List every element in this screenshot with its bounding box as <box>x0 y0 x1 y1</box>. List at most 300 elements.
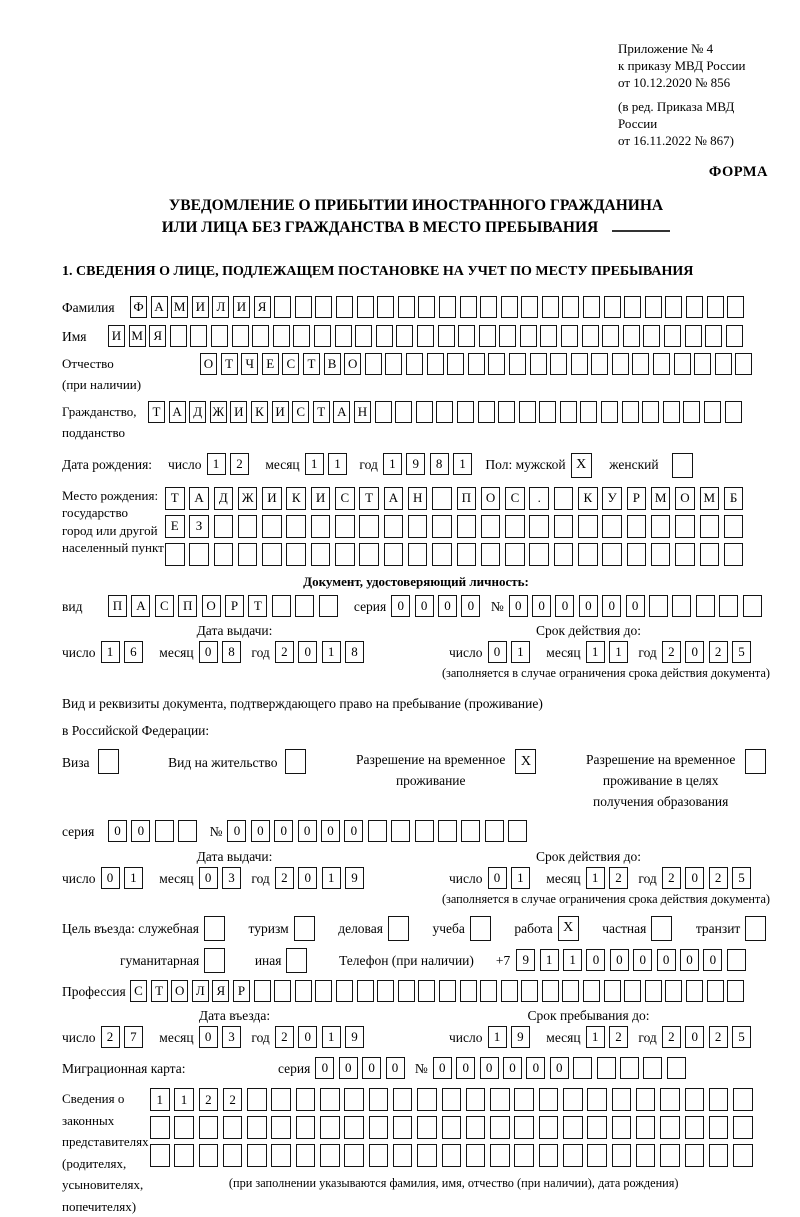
form-cell[interactable]: 1 <box>322 1026 341 1048</box>
form-cell[interactable]: 0 <box>503 1057 522 1079</box>
form-cell[interactable] <box>285 749 306 774</box>
form-cell[interactable] <box>530 353 547 375</box>
form-cell[interactable] <box>439 296 456 318</box>
form-cell[interactable] <box>490 1116 510 1139</box>
form-cell[interactable]: А <box>333 401 350 423</box>
form-cell[interactable]: 0 <box>586 949 605 971</box>
form-cell[interactable] <box>274 296 291 318</box>
form-cell[interactable]: 0 <box>199 1026 218 1048</box>
form-cell[interactable] <box>247 1144 267 1167</box>
form-cell[interactable] <box>466 1116 486 1139</box>
form-cell[interactable] <box>384 543 404 566</box>
form-cell[interactable] <box>336 296 353 318</box>
form-cell[interactable] <box>457 515 477 538</box>
form-cell[interactable] <box>460 980 477 1002</box>
form-cell[interactable]: 0 <box>626 595 645 617</box>
form-cell[interactable] <box>238 543 258 566</box>
form-cell[interactable]: 1 <box>586 641 605 663</box>
form-cell[interactable]: 1 <box>563 949 582 971</box>
form-cell[interactable] <box>696 595 715 617</box>
form-cell[interactable] <box>398 296 415 318</box>
form-cell[interactable]: 0 <box>480 1057 499 1079</box>
form-cell[interactable]: Н <box>354 401 371 423</box>
form-cell[interactable]: 0 <box>415 595 434 617</box>
form-cell[interactable] <box>189 543 209 566</box>
form-cell[interactable] <box>707 980 724 1002</box>
form-cell[interactable]: Т <box>148 401 165 423</box>
form-cell[interactable] <box>727 980 744 1002</box>
form-cell[interactable] <box>550 353 567 375</box>
form-cell[interactable] <box>672 453 693 478</box>
form-cell[interactable] <box>335 543 355 566</box>
form-cell[interactable]: 0 <box>509 595 528 617</box>
form-cell[interactable] <box>417 1144 437 1167</box>
form-cell[interactable] <box>204 916 225 941</box>
form-cell[interactable]: Д <box>189 401 206 423</box>
form-cell[interactable]: 0 <box>251 820 270 842</box>
form-cell[interactable] <box>174 1144 194 1167</box>
form-cell[interactable] <box>344 1144 364 1167</box>
form-cell[interactable] <box>274 980 291 1002</box>
form-cell[interactable] <box>320 1144 340 1167</box>
form-cell[interactable] <box>375 401 392 423</box>
form-cell[interactable]: 0 <box>555 595 574 617</box>
form-cell[interactable]: Ф <box>130 296 147 318</box>
form-cell[interactable] <box>521 296 538 318</box>
form-cell[interactable] <box>709 1144 729 1167</box>
form-cell[interactable] <box>675 515 695 538</box>
form-cell[interactable] <box>554 515 574 538</box>
form-cell[interactable]: 0 <box>298 1026 317 1048</box>
form-cell[interactable] <box>377 296 394 318</box>
form-cell[interactable]: 0 <box>386 1057 405 1079</box>
form-cell[interactable]: 3 <box>222 1026 241 1048</box>
form-cell[interactable]: 0 <box>550 1057 569 1079</box>
form-cell[interactable] <box>311 515 331 538</box>
form-cell[interactable] <box>582 325 599 347</box>
form-cell[interactable]: Ж <box>210 401 227 423</box>
form-cell[interactable]: 0 <box>526 1057 545 1079</box>
form-cell[interactable]: Н <box>408 487 428 510</box>
form-cell[interactable] <box>271 1144 291 1167</box>
form-cell[interactable]: У <box>602 487 622 510</box>
form-cell[interactable] <box>293 325 310 347</box>
form-cell[interactable] <box>393 1144 413 1167</box>
form-cell[interactable] <box>735 353 752 375</box>
form-cell[interactable] <box>521 980 538 1002</box>
form-cell[interactable]: 0 <box>362 1057 381 1079</box>
form-cell[interactable]: 0 <box>101 867 120 889</box>
form-cell[interactable] <box>155 820 174 842</box>
form-cell[interactable] <box>478 401 495 423</box>
form-cell[interactable]: 8 <box>345 641 364 663</box>
form-cell[interactable] <box>587 1116 607 1139</box>
form-cell[interactable] <box>707 296 724 318</box>
form-cell[interactable] <box>314 325 331 347</box>
form-cell[interactable]: И <box>108 325 125 347</box>
form-cell[interactable] <box>580 401 597 423</box>
form-cell[interactable] <box>442 1088 462 1111</box>
form-cell[interactable] <box>745 916 766 941</box>
form-cell[interactable]: С <box>292 401 309 423</box>
form-cell[interactable] <box>561 325 578 347</box>
form-cell[interactable] <box>485 820 504 842</box>
form-cell[interactable] <box>457 401 474 423</box>
form-cell[interactable]: 1 <box>609 641 628 663</box>
form-cell[interactable] <box>583 296 600 318</box>
form-cell[interactable] <box>311 543 331 566</box>
form-cell[interactable] <box>466 1088 486 1111</box>
form-cell[interactable] <box>602 543 622 566</box>
form-cell[interactable] <box>612 1088 632 1111</box>
form-cell[interactable] <box>542 980 559 1002</box>
form-cell[interactable]: А <box>169 401 186 423</box>
form-cell[interactable]: 2 <box>709 1026 728 1048</box>
form-cell[interactable]: 1 <box>540 949 559 971</box>
form-cell[interactable] <box>335 515 355 538</box>
form-cell[interactable]: X <box>571 453 592 478</box>
form-cell[interactable] <box>295 296 312 318</box>
form-cell[interactable] <box>704 401 721 423</box>
form-cell[interactable]: 1 <box>488 1026 507 1048</box>
form-cell[interactable] <box>150 1144 170 1167</box>
form-cell[interactable]: 0 <box>108 820 127 842</box>
form-cell[interactable]: А <box>189 487 209 510</box>
form-cell[interactable] <box>514 1088 534 1111</box>
form-cell[interactable]: Е <box>262 353 279 375</box>
form-cell[interactable]: 2 <box>609 1026 628 1048</box>
form-cell[interactable]: 6 <box>124 641 143 663</box>
form-cell[interactable]: Е <box>165 515 185 538</box>
form-cell[interactable] <box>719 595 738 617</box>
form-cell[interactable] <box>315 980 332 1002</box>
form-cell[interactable] <box>174 1116 194 1139</box>
form-cell[interactable] <box>709 1088 729 1111</box>
form-cell[interactable]: 3 <box>222 867 241 889</box>
form-cell[interactable] <box>649 595 668 617</box>
form-cell[interactable]: И <box>262 487 282 510</box>
form-cell[interactable]: Т <box>359 487 379 510</box>
form-cell[interactable] <box>686 980 703 1002</box>
form-cell[interactable] <box>554 487 574 510</box>
form-cell[interactable] <box>398 980 415 1002</box>
form-cell[interactable] <box>563 1144 583 1167</box>
form-cell[interactable] <box>509 353 526 375</box>
form-cell[interactable]: 2 <box>662 867 681 889</box>
form-cell[interactable] <box>724 543 744 566</box>
form-cell[interactable] <box>438 820 457 842</box>
form-cell[interactable]: М <box>700 487 720 510</box>
form-cell[interactable] <box>165 543 185 566</box>
form-cell[interactable]: 0 <box>227 820 246 842</box>
form-cell[interactable]: 0 <box>680 949 699 971</box>
form-cell[interactable]: А <box>131 595 150 617</box>
form-cell[interactable] <box>563 1088 583 1111</box>
form-cell[interactable] <box>733 1088 753 1111</box>
form-cell[interactable] <box>432 543 452 566</box>
form-cell[interactable]: 0 <box>685 641 704 663</box>
form-cell[interactable] <box>223 1144 243 1167</box>
form-cell[interactable] <box>643 325 660 347</box>
form-cell[interactable] <box>432 515 452 538</box>
form-cell[interactable]: 0 <box>610 949 629 971</box>
form-cell[interactable]: 2 <box>662 641 681 663</box>
form-cell[interactable] <box>745 749 766 774</box>
form-cell[interactable] <box>178 820 197 842</box>
form-cell[interactable] <box>578 543 598 566</box>
form-cell[interactable] <box>727 296 744 318</box>
form-cell[interactable] <box>651 543 671 566</box>
form-cell[interactable]: З <box>189 515 209 538</box>
form-cell[interactable] <box>498 401 515 423</box>
form-cell[interactable] <box>624 296 641 318</box>
form-cell[interactable]: 2 <box>709 867 728 889</box>
form-cell[interactable] <box>519 401 536 423</box>
form-cell[interactable]: 2 <box>101 1026 120 1048</box>
form-cell[interactable] <box>286 515 306 538</box>
form-cell[interactable] <box>490 1088 510 1111</box>
form-cell[interactable]: Р <box>627 487 647 510</box>
form-cell[interactable]: 0 <box>456 1057 475 1079</box>
form-cell[interactable] <box>479 325 496 347</box>
form-cell[interactable] <box>369 1116 389 1139</box>
form-cell[interactable]: К <box>251 401 268 423</box>
form-cell[interactable] <box>539 1144 559 1167</box>
form-cell[interactable]: 9 <box>511 1026 530 1048</box>
form-cell[interactable] <box>560 401 577 423</box>
form-cell[interactable]: 9 <box>516 949 535 971</box>
form-cell[interactable] <box>344 1088 364 1111</box>
form-cell[interactable] <box>587 1088 607 1111</box>
form-cell[interactable]: П <box>457 487 477 510</box>
form-cell[interactable] <box>665 980 682 1002</box>
form-cell[interactable] <box>427 353 444 375</box>
form-cell[interactable]: О <box>675 487 695 510</box>
form-cell[interactable]: К <box>578 487 598 510</box>
form-cell[interactable]: 0 <box>488 641 507 663</box>
form-cell[interactable] <box>415 820 434 842</box>
form-cell[interactable] <box>501 296 518 318</box>
form-cell[interactable]: 0 <box>391 595 410 617</box>
form-cell[interactable] <box>385 353 402 375</box>
form-cell[interactable] <box>272 595 291 617</box>
form-cell[interactable] <box>357 980 374 1002</box>
form-cell[interactable]: 0 <box>657 949 676 971</box>
form-cell[interactable] <box>460 296 477 318</box>
form-cell[interactable] <box>319 595 338 617</box>
form-cell[interactable]: 8 <box>430 453 449 475</box>
form-cell[interactable]: 0 <box>438 595 457 617</box>
form-cell[interactable]: И <box>230 401 247 423</box>
form-cell[interactable]: 0 <box>685 1026 704 1048</box>
form-cell[interactable] <box>393 1116 413 1139</box>
form-cell[interactable] <box>709 1116 729 1139</box>
form-cell[interactable]: 5 <box>732 641 751 663</box>
form-cell[interactable]: 0 <box>199 641 218 663</box>
form-cell[interactable]: 0 <box>461 595 480 617</box>
form-cell[interactable] <box>636 1116 656 1139</box>
form-cell[interactable] <box>396 325 413 347</box>
form-cell[interactable]: О <box>344 353 361 375</box>
form-cell[interactable] <box>232 325 249 347</box>
form-cell[interactable] <box>295 980 312 1002</box>
form-cell[interactable]: 0 <box>298 820 317 842</box>
form-cell[interactable]: 0 <box>274 820 293 842</box>
form-cell[interactable] <box>623 325 640 347</box>
form-cell[interactable] <box>320 1088 340 1111</box>
form-cell[interactable] <box>563 1116 583 1139</box>
form-cell[interactable]: 1 <box>453 453 472 475</box>
form-cell[interactable]: 1 <box>322 641 341 663</box>
form-cell[interactable] <box>480 980 497 1002</box>
form-cell[interactable] <box>554 543 574 566</box>
form-cell[interactable] <box>664 325 681 347</box>
form-cell[interactable] <box>252 325 269 347</box>
form-cell[interactable]: Ж <box>238 487 258 510</box>
form-cell[interactable] <box>672 595 691 617</box>
form-cell[interactable]: 2 <box>230 453 249 475</box>
form-cell[interactable] <box>627 543 647 566</box>
form-cell[interactable] <box>190 325 207 347</box>
form-cell[interactable] <box>214 515 234 538</box>
form-cell[interactable]: М <box>129 325 146 347</box>
form-cell[interactable]: 8 <box>222 641 241 663</box>
form-cell[interactable] <box>344 1116 364 1139</box>
form-cell[interactable] <box>562 980 579 1002</box>
form-cell[interactable] <box>642 401 659 423</box>
form-cell[interactable] <box>296 1144 316 1167</box>
form-cell[interactable] <box>199 1144 219 1167</box>
form-cell[interactable] <box>294 916 315 941</box>
form-cell[interactable]: Т <box>313 401 330 423</box>
form-cell[interactable]: 1 <box>383 453 402 475</box>
form-cell[interactable]: 2 <box>609 867 628 889</box>
form-cell[interactable] <box>417 1088 437 1111</box>
form-cell[interactable]: 1 <box>124 867 143 889</box>
form-cell[interactable] <box>602 325 619 347</box>
form-cell[interactable] <box>612 1144 632 1167</box>
form-cell[interactable]: И <box>311 487 331 510</box>
form-cell[interactable] <box>365 353 382 375</box>
form-cell[interactable]: О <box>171 980 188 1002</box>
form-cell[interactable]: Я <box>212 980 229 1002</box>
form-cell[interactable] <box>457 543 477 566</box>
form-cell[interactable] <box>653 353 670 375</box>
form-cell[interactable]: Т <box>221 353 238 375</box>
form-cell[interactable] <box>286 948 307 973</box>
form-cell[interactable] <box>488 353 505 375</box>
form-cell[interactable] <box>418 296 435 318</box>
form-cell[interactable] <box>643 1057 662 1079</box>
form-cell[interactable]: 5 <box>732 1026 751 1048</box>
form-cell[interactable] <box>715 353 732 375</box>
form-cell[interactable] <box>514 1144 534 1167</box>
form-cell[interactable]: 0 <box>703 949 722 971</box>
form-cell[interactable] <box>583 980 600 1002</box>
form-cell[interactable]: 9 <box>406 453 425 475</box>
form-cell[interactable] <box>604 296 621 318</box>
form-cell[interactable]: 1 <box>150 1088 170 1111</box>
form-cell[interactable]: 0 <box>131 820 150 842</box>
form-cell[interactable] <box>725 401 742 423</box>
form-cell[interactable] <box>539 1116 559 1139</box>
form-cell[interactable]: Т <box>303 353 320 375</box>
form-cell[interactable] <box>520 325 537 347</box>
form-cell[interactable] <box>388 916 409 941</box>
form-cell[interactable] <box>406 353 423 375</box>
form-cell[interactable]: И <box>272 401 289 423</box>
form-cell[interactable]: 2 <box>662 1026 681 1048</box>
form-cell[interactable]: М <box>651 487 671 510</box>
form-cell[interactable] <box>439 980 456 1002</box>
form-cell[interactable] <box>98 749 119 774</box>
form-cell[interactable]: Б <box>724 487 744 510</box>
form-cell[interactable]: Л <box>212 296 229 318</box>
form-cell[interactable] <box>470 916 491 941</box>
form-cell[interactable] <box>436 401 453 423</box>
form-cell[interactable]: X <box>558 916 579 941</box>
form-cell[interactable] <box>685 325 702 347</box>
form-cell[interactable] <box>150 1116 170 1139</box>
form-cell[interactable]: А <box>151 296 168 318</box>
form-cell[interactable] <box>663 401 680 423</box>
form-cell[interactable] <box>368 820 387 842</box>
form-cell[interactable] <box>529 543 549 566</box>
form-cell[interactable]: 1 <box>511 867 530 889</box>
form-cell[interactable] <box>417 1116 437 1139</box>
form-cell[interactable] <box>320 1116 340 1139</box>
form-cell[interactable] <box>573 1057 592 1079</box>
form-cell[interactable] <box>636 1088 656 1111</box>
form-cell[interactable] <box>700 543 720 566</box>
form-cell[interactable] <box>359 515 379 538</box>
form-cell[interactable] <box>391 820 410 842</box>
form-cell[interactable] <box>627 515 647 538</box>
form-cell[interactable] <box>602 515 622 538</box>
form-cell[interactable] <box>743 595 762 617</box>
form-cell[interactable] <box>442 1116 462 1139</box>
form-cell[interactable]: В <box>324 353 341 375</box>
form-cell[interactable] <box>393 1088 413 1111</box>
form-cell[interactable]: 1 <box>328 453 347 475</box>
form-cell[interactable]: 1 <box>586 1026 605 1048</box>
form-cell[interactable] <box>612 353 629 375</box>
form-cell[interactable]: 0 <box>298 641 317 663</box>
form-cell[interactable]: 2 <box>275 1026 294 1048</box>
form-cell[interactable] <box>481 515 501 538</box>
form-cell[interactable] <box>674 353 691 375</box>
form-cell[interactable] <box>359 543 379 566</box>
form-cell[interactable] <box>286 543 306 566</box>
form-cell[interactable]: 0 <box>339 1057 358 1079</box>
form-cell[interactable] <box>571 353 588 375</box>
form-cell[interactable]: О <box>202 595 221 617</box>
form-cell[interactable]: 7 <box>124 1026 143 1048</box>
form-cell[interactable] <box>408 515 428 538</box>
form-cell[interactable] <box>369 1144 389 1167</box>
form-cell[interactable]: 0 <box>685 867 704 889</box>
form-cell[interactable] <box>505 543 525 566</box>
form-cell[interactable] <box>271 1116 291 1139</box>
form-cell[interactable] <box>271 1088 291 1111</box>
form-cell[interactable]: К <box>286 487 306 510</box>
form-cell[interactable] <box>665 296 682 318</box>
form-cell[interactable]: 0 <box>633 949 652 971</box>
form-cell[interactable] <box>499 325 516 347</box>
form-cell[interactable]: 0 <box>602 595 621 617</box>
form-cell[interactable]: С <box>335 487 355 510</box>
form-cell[interactable] <box>733 1116 753 1139</box>
